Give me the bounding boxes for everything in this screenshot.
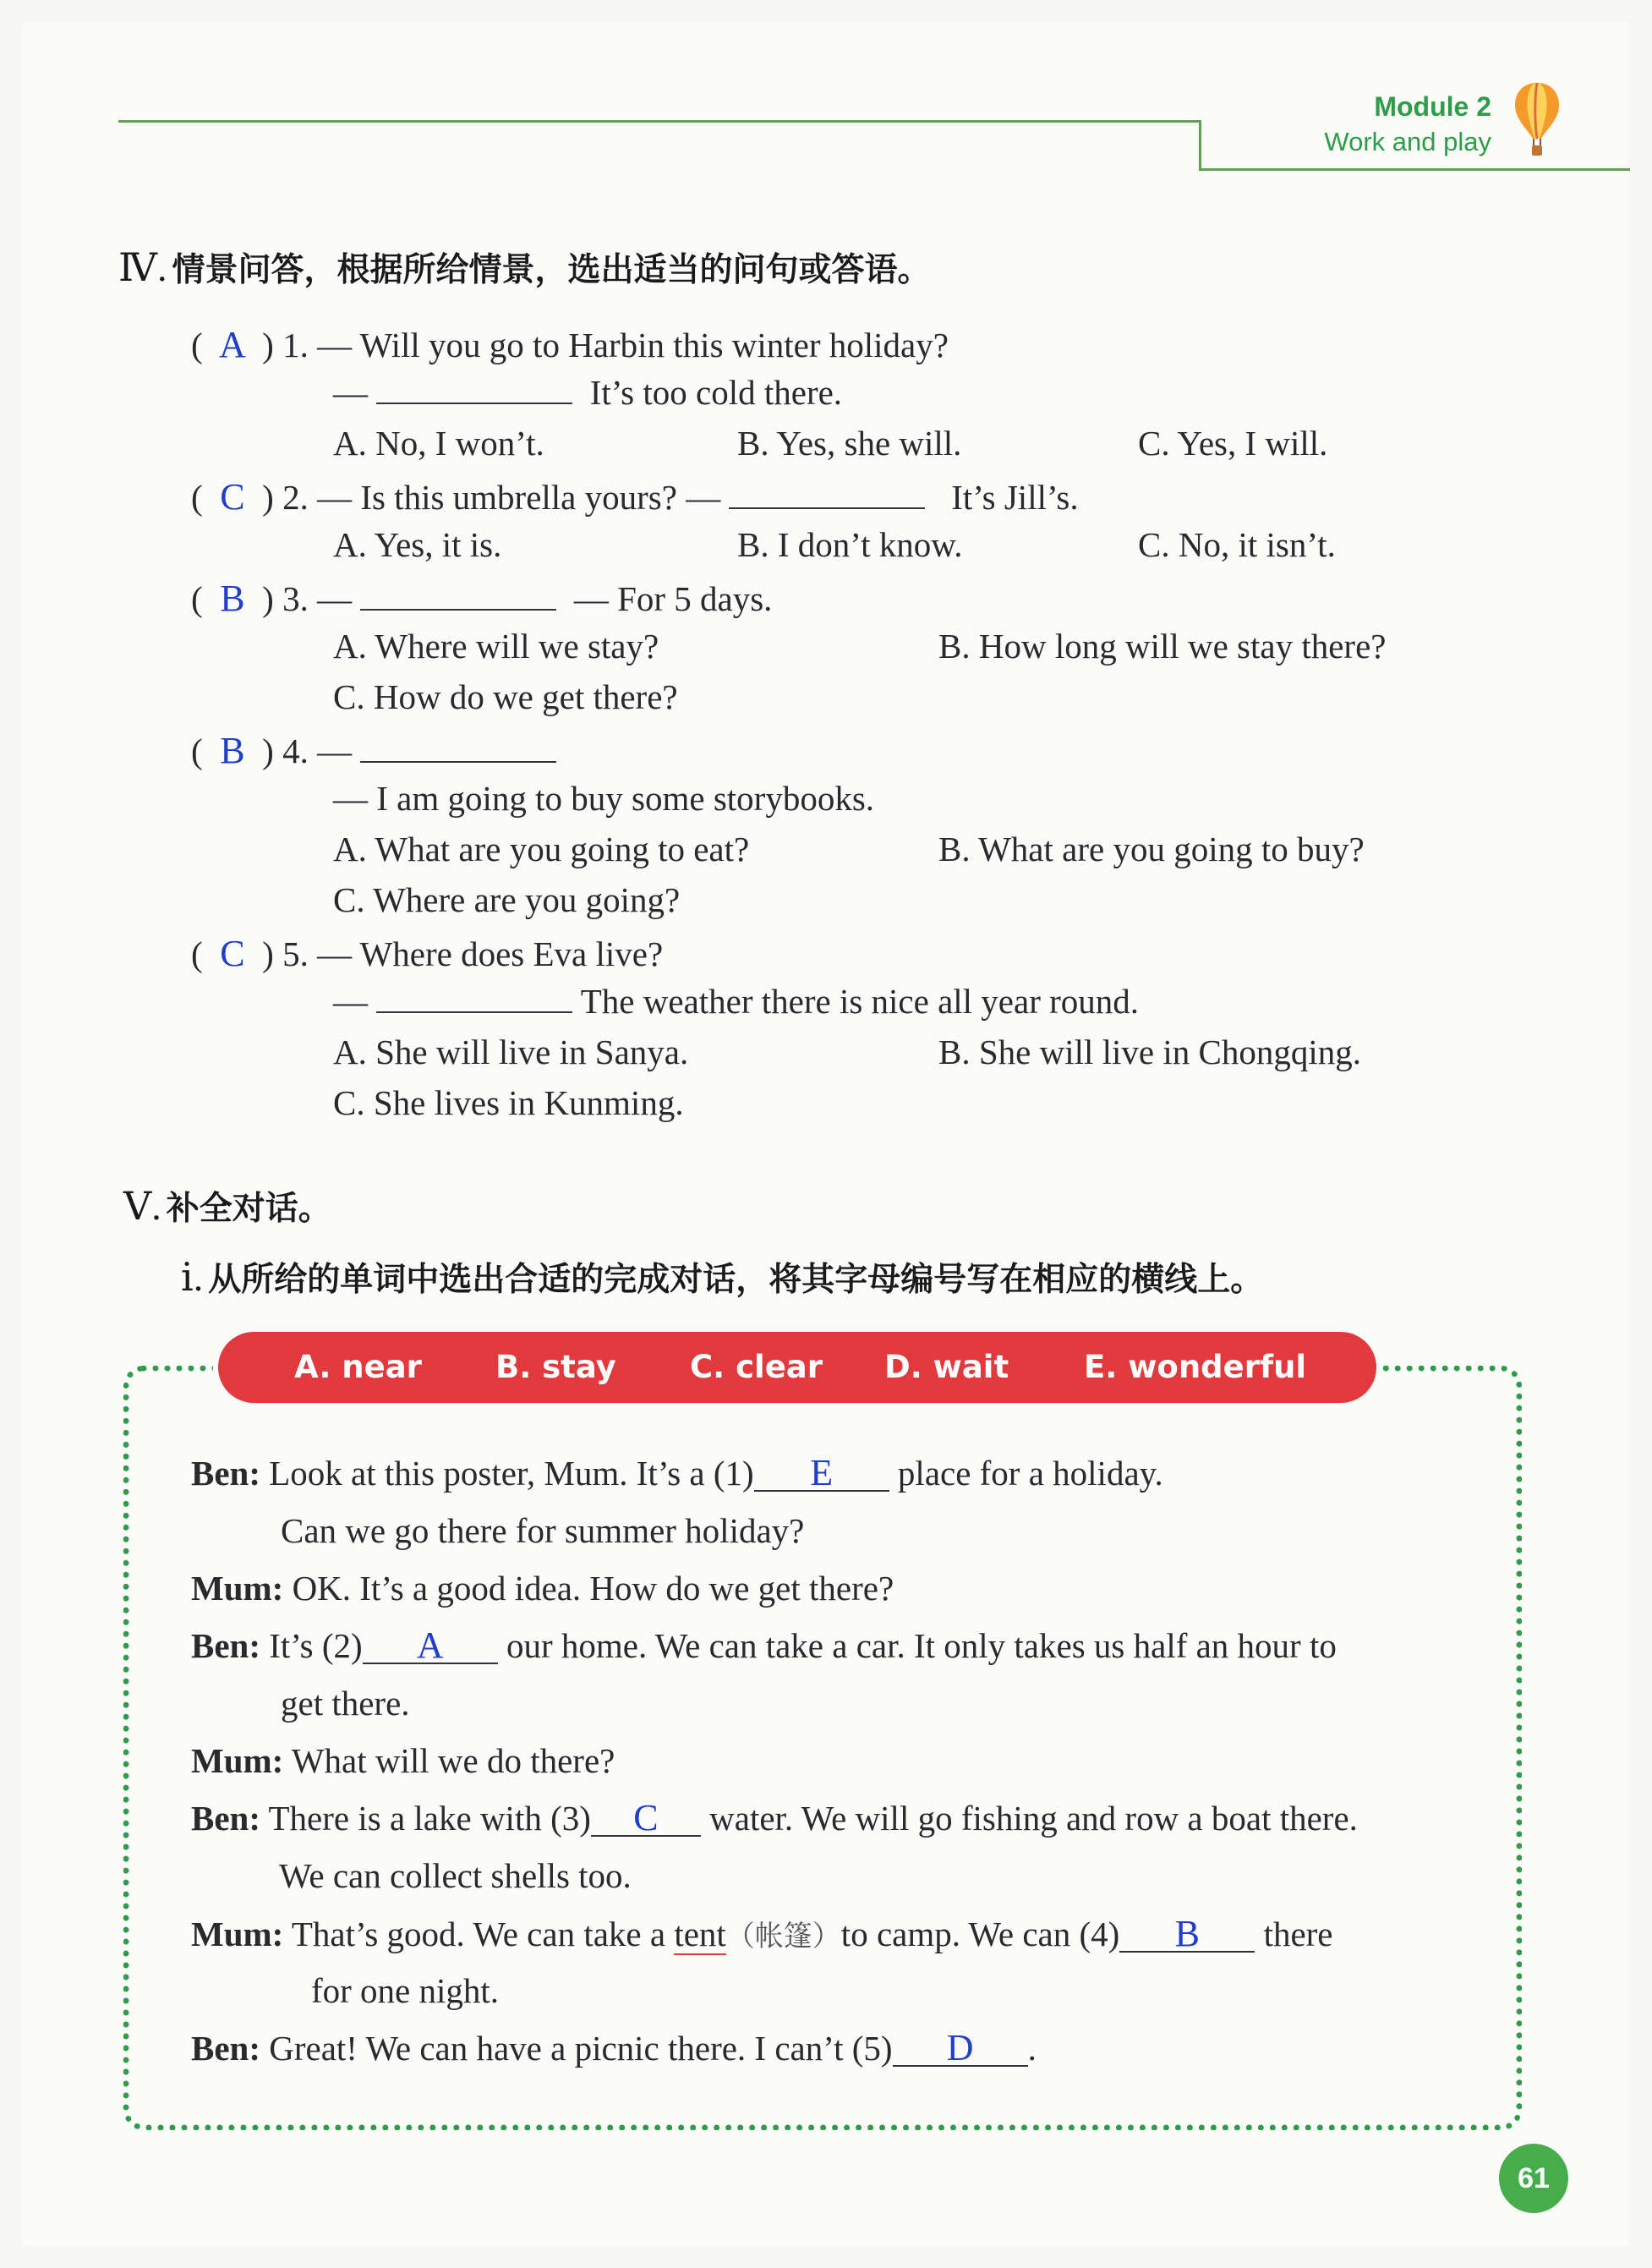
dialogue-text: Great! We can have a picnic there. I can’t (5)	[269, 2029, 893, 2068]
option: C. How do we get there?	[333, 677, 678, 716]
word-bank-item: E. wonderful	[1084, 1349, 1307, 1385]
header-rule	[118, 120, 1199, 123]
option: A. No, I won’t.	[333, 424, 544, 463]
subsection-i-title	[181, 1253, 1263, 1301]
question-2-text: — Is this umbrella yours? —	[317, 478, 721, 517]
option: C. No, it isn’t.	[1138, 525, 1336, 564]
dialogue-text: Look at this poster, Mum. It’s a (1)	[269, 1454, 754, 1493]
option: B. She will live in Chongqing.	[938, 1033, 1361, 1071]
speaker: Mum:	[191, 1915, 284, 1953]
dialogue-text: It’s (2)	[269, 1626, 363, 1665]
speaker: Mum:	[191, 1741, 284, 1780]
section-5-number: Ⅴ.	[123, 1185, 161, 1228]
question-1: ( A ) 1. — Will you go to Harbin this winter holiday?	[191, 324, 949, 365]
question-1-text: — Will you go to Harbin this winter holiday?	[317, 326, 949, 364]
answer-2: C	[220, 476, 245, 518]
question-4: ( B ) 4. —	[191, 729, 556, 772]
option: C. Yes, I will.	[1138, 424, 1328, 463]
answer-blank	[376, 984, 572, 1013]
option: B. How long will we stay there?	[938, 627, 1387, 666]
page-number: 61	[1499, 2144, 1568, 2213]
dialogue-line	[191, 1568, 894, 1608]
option: B. Yes, she will.	[737, 424, 962, 463]
dialogue-line: get there.	[281, 1684, 410, 1723]
speaker: Ben:	[191, 1626, 260, 1665]
dialogue-line: We can collect shells too.	[279, 1856, 632, 1895]
word-bank-item: D. wait	[884, 1349, 1009, 1385]
speaker: Mum:	[191, 1569, 284, 1608]
section-4-title	[118, 244, 930, 291]
module-subtitle: Work and play	[1324, 127, 1491, 156]
fill-blank-1: E	[754, 1456, 889, 1492]
option: C. Where are you going?	[333, 880, 681, 919]
subsection-i-instruction: 从所给的单词中选出合适的完成对话，将其字母编号写在相应的横线上。	[208, 1261, 1264, 1299]
dialogue-text: to camp. We can (4)	[840, 1915, 1120, 1953]
question-2-response-text: It’s Jill’s.	[951, 478, 1079, 517]
hot-air-balloon-icon	[1509, 79, 1565, 164]
fill-blank-5: D	[893, 2031, 1028, 2067]
dialogue-text: water. We will go fishing and row a boat there.	[709, 1799, 1358, 1838]
option: A. She will live in Sanya.	[333, 1033, 689, 1071]
speaker: Ben:	[191, 1799, 260, 1838]
answer-blank	[360, 582, 556, 611]
answer-4: B	[220, 730, 245, 771]
dialogue-line	[191, 1798, 1358, 1838]
answer-5: C	[220, 933, 245, 974]
question-1-response-text: It’s too cold there.	[589, 373, 843, 412]
question-5-response: — The weather there is nice all year round.	[333, 982, 1140, 1021]
dialogue-line: for one night.	[311, 1971, 500, 2010]
fill-blank-2: A	[363, 1629, 498, 1664]
dialogue-line: Can we go there for summer holiday?	[281, 1511, 805, 1550]
answer-blank	[360, 734, 556, 763]
dialogue-text: OK. It’s a good idea. How do we get there?	[292, 1569, 894, 1608]
question-5-text: — Where does Eva live?	[317, 934, 664, 973]
section-4-number: Ⅳ.	[118, 246, 167, 289]
dialogue-text: .	[1027, 2029, 1037, 2068]
word-bank-item: B. stay	[495, 1349, 616, 1385]
question-4-number: 4.	[282, 731, 309, 770]
answer-blank	[729, 480, 925, 509]
dialogue-text: there	[1263, 1915, 1333, 1953]
dialogue-text: That’s good. We can take a	[291, 1915, 666, 1953]
option: A. What are you going to eat?	[333, 830, 750, 868]
dialogue-line	[191, 1740, 615, 1781]
question-1-response: — It’s too cold there.	[333, 373, 843, 412]
question-1-number: 1.	[282, 326, 309, 364]
option: A. Yes, it is.	[333, 525, 502, 564]
dialogue-line	[191, 2028, 1037, 2068]
module-title: Module 2	[1374, 91, 1491, 122]
question-4-response: — I am going to buy some storybooks.	[333, 779, 875, 818]
dialogue-line	[191, 1913, 1333, 1954]
speaker: Ben:	[191, 1454, 260, 1493]
dialogue-text: What will we do there?	[291, 1741, 615, 1780]
fill-blank-3: C	[591, 1801, 701, 1837]
section-5-title	[123, 1182, 331, 1230]
dialogue-text: There is a lake with (3)	[268, 1799, 591, 1838]
header-rule-right	[1199, 168, 1630, 171]
fill-blank-4: B	[1119, 1917, 1255, 1953]
answer-3: B	[220, 578, 245, 619]
answer-blank	[376, 375, 572, 404]
answer-1: A	[219, 324, 246, 365]
dialogue-line	[191, 1625, 1337, 1666]
speaker: Ben:	[191, 2029, 260, 2068]
section-4-instruction: 情景问答，根据所给情景，选出适当的问句或答语。	[172, 251, 931, 289]
word-bank-item: A. near	[294, 1349, 422, 1385]
option: C. She lives in Kunming.	[333, 1083, 684, 1122]
question-5-response-text: The weather there is nice all year round.	[580, 982, 1140, 1021]
dialogue-text: our home. We can take a car. It only takes us half an hour to	[506, 1626, 1337, 1665]
dialogue-text: place for a holiday.	[897, 1454, 1163, 1493]
dialogue-line	[191, 1453, 1163, 1493]
option: A. Where will we stay?	[333, 627, 659, 666]
question-3: ( B ) 3. — — For 5 days.	[191, 578, 773, 619]
subsection-i-number: ⅰ.	[181, 1256, 204, 1299]
option: B. What are you going to buy?	[938, 830, 1365, 868]
word-bank	[218, 1332, 1376, 1403]
question-5-number: 5.	[282, 934, 309, 973]
question-5: ( C ) 5. — Where does Eva live?	[191, 933, 664, 974]
question-2-number: 2.	[282, 478, 309, 517]
word-bank-item: C. clear	[690, 1349, 823, 1385]
header-rule-step	[1199, 120, 1201, 171]
question-3-response-text: — For 5 days.	[573, 579, 773, 618]
section-5-instruction: 补全对话。	[166, 1190, 331, 1228]
question-3-number: 3.	[282, 579, 309, 618]
vocab-word: tent	[674, 1915, 726, 1953]
option: B. I don’t know.	[737, 525, 963, 564]
question-2: ( C ) 2. — Is this umbrella yours? — It’s Jill’s.	[191, 476, 1079, 518]
vocab-translation: （帐篷）	[725, 1920, 841, 1953]
